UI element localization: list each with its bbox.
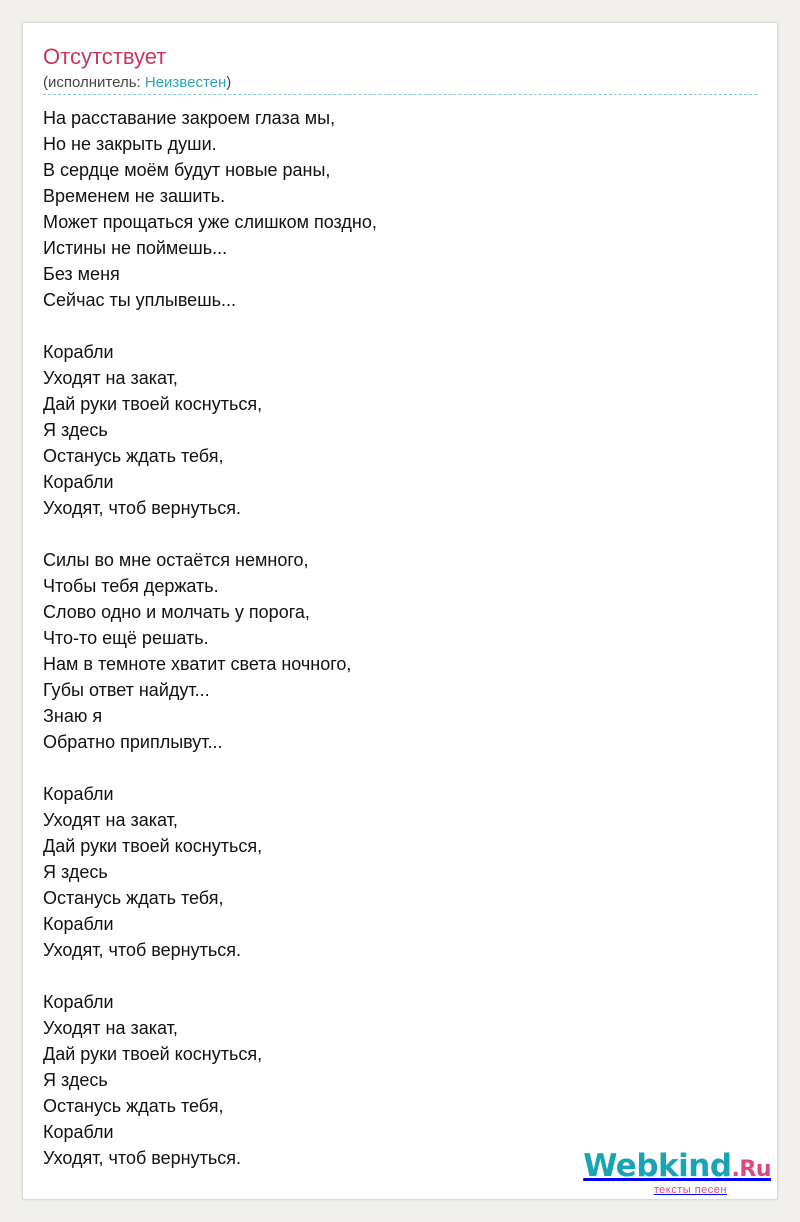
lyric-line: Корабли: [43, 784, 114, 804]
stanza: [43, 547, 743, 755]
lyric-line: Уходят на закат,: [43, 1018, 178, 1038]
lyrics-card: [22, 22, 778, 1200]
lyric-line: Что-то ещё решать.: [43, 628, 209, 648]
lyric-line: Нам в темноте хватит света ночного,: [43, 654, 352, 674]
lyric-line: Я здесь: [43, 420, 108, 440]
lyric-line: Слово одно и молчать у порога,: [43, 602, 310, 622]
lyric-line: Без меня: [43, 264, 120, 284]
logo-name: Webkind: [583, 1148, 732, 1184]
lyric-line: Останусь ждать тебя,: [43, 888, 224, 908]
logo-wordmark: [581, 1149, 771, 1187]
lyric-line: Я здесь: [43, 862, 108, 882]
lyric-line: Уходят на закат,: [43, 368, 178, 388]
lyric-line: Знаю я: [43, 706, 103, 726]
logo-tld: .Ru: [731, 1157, 771, 1182]
stanza: [43, 781, 743, 963]
lyric-line: Временем не зашить.: [43, 186, 226, 206]
lyric-line: Сейчас ты уплывешь...: [43, 290, 237, 310]
lyric-line: Корабли: [43, 472, 114, 492]
lyric-line: На расставание закроем глаза мы,: [43, 108, 336, 128]
lyric-line: Истины не поймешь...: [43, 238, 228, 258]
lyric-line: Но не закрыть души.: [43, 134, 217, 154]
artist-link[interactable]: Неизвестен: [144, 74, 227, 91]
lyric-line: В сердце моём будут новые раны,: [43, 160, 331, 180]
lyric-line: Корабли: [43, 914, 114, 934]
lyric-line: Уходят на закат,: [43, 810, 178, 830]
lyric-line: Губы ответ найдут...: [43, 680, 210, 700]
stanza: [43, 989, 743, 1171]
site-logo[interactable]: [581, 1149, 771, 1197]
divider: [43, 94, 757, 95]
lyric-line: Корабли: [43, 1122, 114, 1142]
lyric-line: Останусь ждать тебя,: [43, 446, 224, 466]
stanza: [43, 105, 743, 313]
song-title: Отсутствует: [43, 44, 167, 69]
stanza: [43, 339, 743, 521]
lyrics-text: [43, 105, 743, 1171]
artist-prefix: (исполнитель:: [43, 74, 145, 91]
artist-line: [43, 73, 231, 93]
logo-tagline: тексты песен: [653, 1184, 727, 1196]
lyric-line: Чтобы тебя держать.: [43, 576, 219, 596]
lyric-line: Дай руки твоей коснуться,: [43, 1044, 263, 1064]
lyric-line: Обратно приплывут...: [43, 732, 223, 752]
lyric-line: Останусь ждать тебя,: [43, 1096, 224, 1116]
lyric-line: Уходят, чтоб вернуться.: [43, 498, 241, 518]
artist-suffix: ): [226, 74, 232, 91]
lyric-line: Дай руки твоей коснуться,: [43, 394, 263, 414]
lyric-line: Дай руки твоей коснуться,: [43, 836, 263, 856]
lyric-line: Уходят, чтоб вернуться.: [43, 940, 241, 960]
lyric-line: Может прощаться уже слишком поздно,: [43, 212, 377, 232]
lyric-line: Корабли: [43, 342, 114, 362]
lyric-line: Силы во мне остаётся немного,: [43, 550, 309, 570]
lyric-line: Уходят, чтоб вернуться.: [43, 1148, 241, 1168]
lyric-line: Корабли: [43, 992, 114, 1012]
lyric-line: Я здесь: [43, 1070, 108, 1090]
